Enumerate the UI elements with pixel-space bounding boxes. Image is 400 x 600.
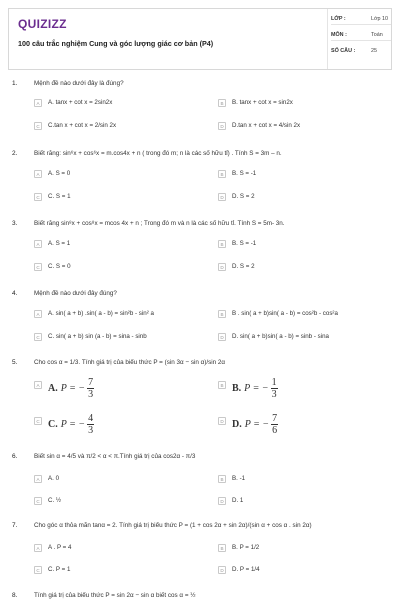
formula-lhs: P = − xyxy=(244,382,269,394)
fraction xyxy=(87,377,94,400)
header-divider xyxy=(327,9,328,69)
question-4 xyxy=(12,290,388,350)
fraction-denominator: 3 xyxy=(88,425,94,436)
option-b[interactable] xyxy=(218,310,378,322)
option-formula xyxy=(48,413,94,436)
option-letter-box[interactable]: D xyxy=(218,566,226,574)
fraction-denominator: 3 xyxy=(88,389,94,400)
question-text: Cho cos α = 1/3. Tính giá trị của biểu thức P = (sin 3α − sin α)/sin 2α xyxy=(34,359,226,366)
question-text: Biết rằng sin⁸x + cos⁸x = mcos 4x + n ; Trong đó m và n là các số hữu tỉ. Tính S = 5m- 3n. xyxy=(34,220,285,227)
fraction-denominator: 6 xyxy=(272,425,278,436)
option-letter-box[interactable]: B xyxy=(218,381,226,389)
option-letter-box[interactable]: C xyxy=(34,497,42,505)
option-text: A. 0 xyxy=(48,475,60,482)
option-label: A. xyxy=(48,382,58,394)
option-label: C. xyxy=(48,418,58,430)
question-5 xyxy=(12,359,388,449)
question-number: 7. xyxy=(12,522,18,529)
option-a[interactable] xyxy=(34,170,194,182)
option-b[interactable] xyxy=(218,373,378,405)
option-text: C. ½ xyxy=(48,497,62,504)
option-letter-box[interactable]: C xyxy=(34,566,42,574)
option-text: A . P = 4 xyxy=(48,544,72,551)
fraction-denominator: 3 xyxy=(271,389,277,400)
option-b[interactable] xyxy=(218,170,378,182)
option-c[interactable] xyxy=(34,566,194,578)
option-text: D. S = 2 xyxy=(232,263,255,270)
option-letter-box[interactable]: C xyxy=(34,333,42,341)
option-d[interactable] xyxy=(218,193,378,205)
question-number: 6. xyxy=(12,453,18,460)
quiz-header xyxy=(8,8,392,70)
quizizz-logo: QUIZIZZ xyxy=(18,17,67,31)
option-letter-box[interactable]: C xyxy=(34,193,42,201)
option-text: B. tanx + cot x = sin2x xyxy=(232,99,293,106)
option-letter-box[interactable]: D xyxy=(218,333,226,341)
option-text: A. sin( a + b) .sin( a - b) = sin²b - sin² a xyxy=(48,310,154,317)
option-letter-box[interactable]: B xyxy=(218,99,226,107)
option-letter-box[interactable]: B xyxy=(218,310,226,318)
option-label: B. xyxy=(232,382,242,394)
option-text: C. S = 0 xyxy=(48,263,71,270)
fraction-numerator: 4 xyxy=(88,413,94,424)
option-text: A. S = 1 xyxy=(48,240,71,247)
option-letter-box[interactable]: C xyxy=(34,417,42,425)
fraction xyxy=(271,377,278,400)
option-letter-box[interactable]: D xyxy=(218,417,226,425)
meta-key: SỐ CÂU : xyxy=(331,48,356,54)
option-c[interactable] xyxy=(34,193,194,205)
option-letter-box[interactable]: D xyxy=(218,122,226,130)
option-c[interactable] xyxy=(34,333,194,345)
option-a[interactable] xyxy=(34,544,194,556)
option-letter-box[interactable]: B xyxy=(218,475,226,483)
question-6 xyxy=(12,453,388,513)
formula-lhs: P = − xyxy=(244,418,270,430)
question-number: 2. xyxy=(12,150,18,157)
option-text: B. S = -1 xyxy=(232,170,257,177)
meta-value: Lớp 10 xyxy=(371,16,389,22)
option-letter-box[interactable]: A xyxy=(34,310,42,318)
option-text: A. tanx + cot x = 2sin2x xyxy=(48,99,113,106)
option-letter-box[interactable]: A xyxy=(34,170,42,178)
option-letter-box[interactable]: B xyxy=(218,240,226,248)
question-1 xyxy=(12,80,388,140)
option-formula xyxy=(232,377,278,400)
option-a[interactable] xyxy=(34,240,194,252)
fraction xyxy=(271,413,278,436)
option-d[interactable] xyxy=(218,566,378,578)
question-7 xyxy=(12,522,388,582)
formula-lhs: P = − xyxy=(60,382,86,394)
question-number: 8. xyxy=(12,592,18,599)
meta-value: Toán xyxy=(371,32,383,38)
option-letter-box[interactable]: A xyxy=(34,544,42,552)
meta-key: MÔN : xyxy=(331,32,347,38)
formula-lhs: P = − xyxy=(60,418,86,430)
question-text: Biết rằng: sin⁶x + cos⁶x = m.cos4x + n ( trong đó m; n là các số hữu tỉ) . Tính S = 3m – n. xyxy=(34,150,282,157)
option-letter-box[interactable]: B xyxy=(218,544,226,552)
meta-key: LỚP : xyxy=(331,16,346,22)
option-text: B. -1 xyxy=(232,475,246,482)
option-letter-box[interactable]: D xyxy=(218,193,226,201)
fraction xyxy=(87,413,94,436)
option-c[interactable] xyxy=(34,263,194,275)
option-a[interactable] xyxy=(34,310,194,322)
option-d[interactable] xyxy=(218,333,378,345)
question-number: 5. xyxy=(12,359,18,366)
question-8 xyxy=(12,592,388,600)
option-letter-box[interactable]: D xyxy=(218,497,226,505)
option-text: B. S = -1 xyxy=(232,240,257,247)
fraction-numerator: 7 xyxy=(88,377,94,388)
question-number: 3. xyxy=(12,220,18,227)
option-letter-box[interactable]: A xyxy=(34,99,42,107)
option-text: C. sin( a + b) sin (a - b) = sina - sinb xyxy=(48,333,147,340)
option-b[interactable] xyxy=(218,475,378,487)
option-b[interactable] xyxy=(218,240,378,252)
question-text: Mệnh đề nào dưới đây là đúng? xyxy=(34,80,124,87)
option-text: B. P = 1/2 xyxy=(232,544,260,551)
option-text: D. 1 xyxy=(232,497,244,504)
fraction-numerator: 1 xyxy=(271,377,277,388)
option-letter-box[interactable]: B xyxy=(218,170,226,178)
option-letter-box[interactable]: A xyxy=(34,240,42,248)
option-text: C. S = 1 xyxy=(48,193,71,200)
option-text: D. S = 2 xyxy=(232,193,255,200)
option-text: B . sin( a + b)sin( a - b) = cos²b - cos²a xyxy=(232,310,338,317)
option-c[interactable] xyxy=(34,122,194,134)
option-letter-box[interactable]: D xyxy=(218,263,226,271)
option-b[interactable] xyxy=(218,544,378,556)
question-number: 1. xyxy=(12,80,18,87)
meta-value: 25 xyxy=(371,48,377,54)
question-text: Tính giá trị của biểu thức P = sin 2α − sin α biết cos α = ½ xyxy=(34,592,196,599)
option-text: D. sin( a + b)sin( a - b) = sinb - sina xyxy=(232,333,329,340)
meta-row-subject xyxy=(331,29,391,41)
option-letter-box[interactable]: C xyxy=(34,263,42,271)
question-text: Mệnh đề nào dưới đây đúng? xyxy=(34,290,117,297)
option-formula xyxy=(48,377,94,400)
option-a[interactable] xyxy=(34,475,194,487)
option-d[interactable] xyxy=(218,263,378,275)
option-b[interactable] xyxy=(218,99,378,111)
meta-row-count xyxy=(331,45,391,57)
fraction-numerator: 7 xyxy=(272,413,278,424)
option-text: A. S = 0 xyxy=(48,170,71,177)
option-d[interactable] xyxy=(218,409,378,441)
option-text: D.tan x + cot x = 4/sin 2x xyxy=(232,122,301,129)
question-text: Biết sin α = 4/5 và π/2 < α < π.Tính giá trị của cos2α - π/3 xyxy=(34,453,196,460)
question-text: Cho góc α thỏa mãn tanα = 2. Tính giá trị biểu thức P = (1 + cos 2α + sin 2α)/(sin α + cos α . sin 2α) xyxy=(34,522,312,529)
option-text: C. P = 1 xyxy=(48,566,71,573)
option-a[interactable] xyxy=(34,373,194,405)
question-2 xyxy=(12,150,388,210)
option-text: C.tan x + cot x = 2/sin 2x xyxy=(48,122,117,129)
option-formula xyxy=(232,413,278,436)
option-letter-box[interactable]: A xyxy=(34,475,42,483)
option-letter-box[interactable]: A xyxy=(34,381,42,389)
question-3 xyxy=(12,220,388,280)
option-d[interactable] xyxy=(218,122,378,134)
option-letter-box[interactable]: C xyxy=(34,122,42,130)
option-c[interactable] xyxy=(34,409,194,441)
option-text: D. P = 1/4 xyxy=(232,566,260,573)
option-c[interactable] xyxy=(34,497,194,509)
question-number: 4. xyxy=(12,290,18,297)
option-d[interactable] xyxy=(218,497,378,509)
meta-row-class xyxy=(331,13,391,25)
option-a[interactable] xyxy=(34,99,194,111)
page-title: 100 câu trắc nghiệm Cung và góc lượng giác cơ bản (P4) xyxy=(18,39,214,48)
option-label: D. xyxy=(232,418,242,430)
